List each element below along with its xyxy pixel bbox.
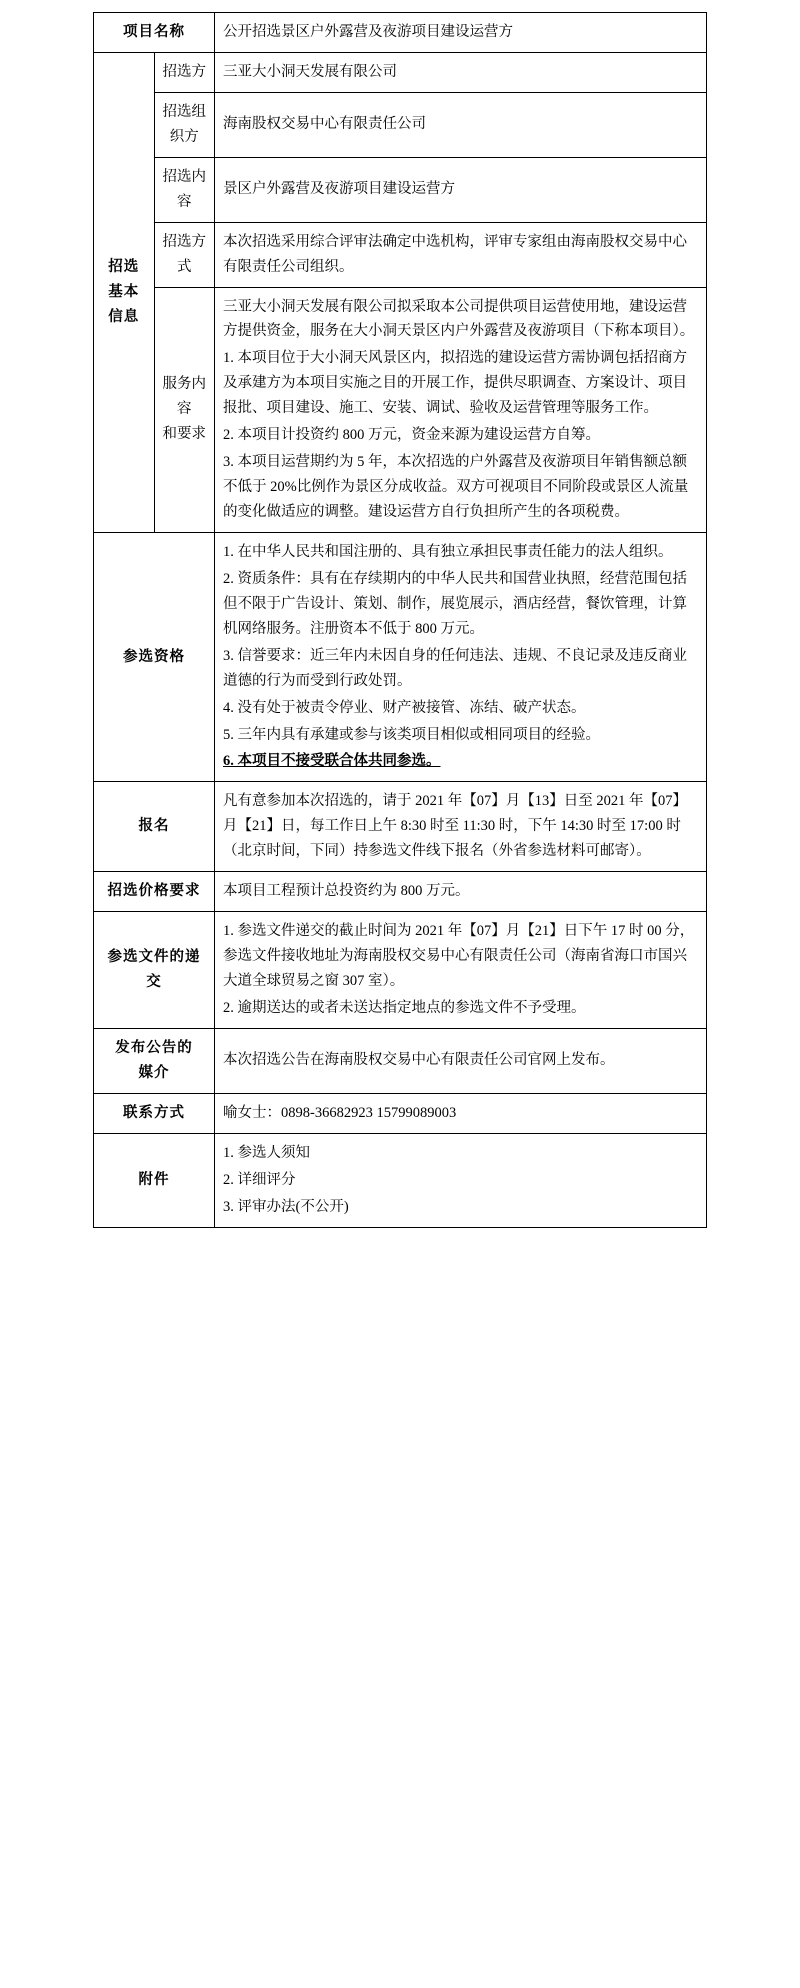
table-row-project-name: [94, 13, 707, 53]
row-label-media-line2: 媒介: [138, 1064, 170, 1081]
row-value-project-name: 公开招选景区户外露营及夜游项目建设运营方: [215, 13, 707, 53]
attachment-item: 2. 详细评分: [223, 1171, 296, 1188]
service-paragraph: 1. 本项目位于大小洞天风景区内，拟招选的建设运营方需协调包括招商方及承建方为本项目实施之目的开展工作，提供尽职调查、方案设计、项目报批、项目建设、施工、安装、调试、验收及运营管理等服务工作。: [223, 350, 687, 417]
sub-label-organizer: 招选组织方: [154, 92, 215, 157]
sub-value-selector: 三亚大小洞天发展有限公司: [215, 52, 707, 92]
row-label-media: [94, 1028, 215, 1093]
row-label-media-line1: 发布公告的: [115, 1039, 193, 1056]
sub-label-selector: 招选方: [154, 52, 215, 92]
row-label-price-requirement: 招选价格要求: [94, 872, 215, 912]
qualification-paragraph: 1. 在中华人民共和国注册的、具有独立承担民事责任能力的法人组织。: [223, 543, 673, 560]
sub-value-method: 本次招选采用综合评审法确定中选机构，评审专家组由海南股权交易中心有限责任公司组织。: [215, 222, 707, 287]
row-value-submission: [215, 912, 707, 1029]
row-label-submission: [94, 912, 215, 1029]
table-row-qualification: [94, 532, 707, 781]
row-value-registration: 凡有意参加本次招选的，请于 2021 年【07】月【13】日至 2021 年【07】月【21】日，每工作日上午 8:30 时至 11:30 时，下午 14:30 时至 17:00 时（北京时间，下同）持参选文件线下报名（外省参选材料可邮寄）。: [215, 782, 707, 872]
row-label-qualification: 参选资格: [94, 532, 215, 781]
sub-value-organizer: 海南股权交易中心有限责任公司: [215, 92, 707, 157]
qualification-paragraph: 4. 没有处于被责令停业、财产被接管、冻结、破产状态。: [223, 699, 586, 716]
sub-value-service: [215, 287, 707, 532]
row-value-contact: 喻女士：0898-36682923 15799089003: [215, 1093, 707, 1133]
row-label-contact: 联系方式: [94, 1093, 215, 1133]
attachment-item: 1. 参选人须知: [223, 1144, 310, 1161]
sub-label-service-line2: 和要求: [162, 426, 206, 443]
attachment-item: 3. 评审办法(不公开): [223, 1198, 349, 1215]
row-value-attachments: [215, 1133, 707, 1227]
table-row-method: [94, 222, 707, 287]
table-row-organizer: [94, 92, 707, 157]
row-value-price-requirement: 本项目工程预计总投资约为 800 万元。: [215, 872, 707, 912]
row-label-submission-line2: 交: [146, 974, 162, 990]
table-row-content: [94, 157, 707, 222]
row-label-basic-info: 招选基本信息: [94, 52, 155, 532]
table-row-submission: [94, 912, 707, 1029]
service-paragraph: 2. 本项目计投资约 800 万元，资金来源为建设运营方自筹。: [223, 427, 600, 444]
sub-label-service: [154, 287, 215, 532]
row-value-media: 本次招选公告在海南股权交易中心有限责任公司官网上发布。: [215, 1028, 707, 1093]
table-row-registration: [94, 782, 707, 872]
submission-paragraph: 2. 逾期送达的或者未送达指定地点的参选文件不予受理。: [223, 999, 586, 1016]
table-row-price-requirement: [94, 872, 707, 912]
service-paragraph: 三亚大小洞天发展有限公司拟采取本公司提供项目运营使用地，建设运营方提供资金，服务在大小洞天景区内户外露营及夜游项目（下称本项目）。: [223, 298, 695, 340]
table-row-attachments: [94, 1133, 707, 1227]
sub-label-method: 招选方式: [154, 222, 215, 287]
table-row-service: [94, 287, 707, 532]
sub-label-content: 招选内容: [154, 157, 215, 222]
row-label-submission-line1: 参选文件的递: [107, 949, 201, 966]
submission-paragraph: 1. 参选文件递交的截止时间为 2021 年【07】月【21】日下午 17 时 00 分，参选文件接收地址为海南股权交易中心有限责任公司（海南省海口市国兴大道全球贸易之窗 307 室）。: [223, 923, 695, 989]
qualification-paragraph: 3. 信誉要求：近三年内未因自身的任何违法、违规、不良记录及违反商业道德的行为而受到行政处罚。: [223, 647, 687, 689]
qualification-paragraph: 2. 资质条件：具有在存续期内的中华人民共和国营业执照，经营范围包括但不限于广告设计、策划、制作，展览展示，酒店经营，餐饮管理，计算机网络服务。注册资本不低于 800 万元。: [223, 570, 687, 637]
table-row-media: [94, 1028, 707, 1093]
announcement-table: [93, 12, 707, 1228]
sub-value-content: 景区户外露营及夜游项目建设运营方: [215, 157, 707, 222]
service-paragraph: 3. 本项目运营期约为 5 年，本次招选的户外露营及夜游项目年销售额总额不低于 20%比例作为景区分成收益。双方可视项目不同阶段或景区人流量的变化做适应的调整。建设运营方自行负担所产生的各项税费。: [223, 454, 689, 520]
qualification-paragraph: 5. 三年内具有承建或参与该类项目相似或相同项目的经验。: [223, 726, 600, 743]
row-label-attachments: 附件: [94, 1133, 215, 1227]
row-label-project-name: 项目名称: [94, 13, 215, 53]
sub-label-service-line1: 服务内容: [162, 376, 206, 418]
table-row-basic-info: [94, 52, 707, 92]
table-row-contact: [94, 1093, 707, 1133]
row-value-qualification: [215, 532, 707, 781]
qualification-paragraph-underlined: 6. 本项目不接受联合体共同参选。: [223, 753, 441, 770]
row-label-registration: 报名: [94, 782, 215, 872]
